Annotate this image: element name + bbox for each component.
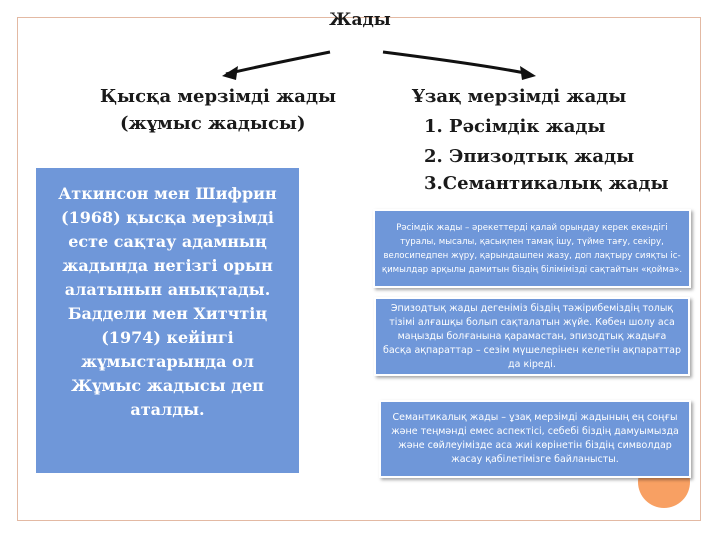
procedural-description-box <box>373 209 691 288</box>
short-term-description: Аткинсон мен Шифрин (1968) қысқа мерзімді есте сақтау адамның жадында негізгі орын алатынын анықтады. Баддели мен Хитчтің (1974) кейінгі жұмыстарында ол Жұмыс жадысы деп аталды. <box>58 183 277 419</box>
short-term-heading: Қысқа мерзімді жады <box>100 86 336 107</box>
episodic-description-box <box>374 297 690 376</box>
arrowhead-right <box>520 66 536 80</box>
episodic-description: Эпизодтық жады дегеніміз біздің тәжірибеміздің толық тізімі алғашқы болып сақталатын жүйе. Көбен шолу аса маңызды болғанына қарамастан, эпизодтық жадыға басқа ақпараттар – сезім мүшелерінен келетін ақпараттар да кіреді. <box>382 302 682 370</box>
semantic-description: Семантикалық жады – ұзақ мерзімді жадының ең соңғы және теңмәнді емес аспектісі, себебі біздің дамуымызда және сөйлеуімізде аса жиі көрінетін біздің символдар жасау қабілетімізге байланысты. <box>391 412 679 465</box>
long-term-heading: Ұзақ мерзімді жады <box>412 86 627 107</box>
long-term-item-procedural: 1. Рәсімдік жады <box>424 116 606 137</box>
arrow-right <box>383 52 530 74</box>
arrow-left <box>226 52 330 74</box>
long-term-item-episodic: 2. Эпизодтық жады <box>424 146 635 167</box>
semantic-description-box <box>379 400 691 478</box>
long-term-item-semantic: 3.Семантикалық жады <box>424 173 669 194</box>
procedural-description: Рәсімдік жады – әрекеттерді қалай орындау керек екендігі туралы, мысалы, қасықпен тамақ ішу, түйме тағу, секіру, велосипедпен жүру, қарындашпен жазу, доп лақтыру сияқты іс-қимылдар арқылы дамитын біздің білімімізді сақтайтын «қойма». <box>381 222 683 275</box>
arrowhead-left <box>222 66 238 80</box>
short-term-description-box <box>36 168 299 473</box>
diagram-title: Жады <box>329 10 391 30</box>
short-term-subheading: (жұмыс жадысы) <box>120 113 306 134</box>
